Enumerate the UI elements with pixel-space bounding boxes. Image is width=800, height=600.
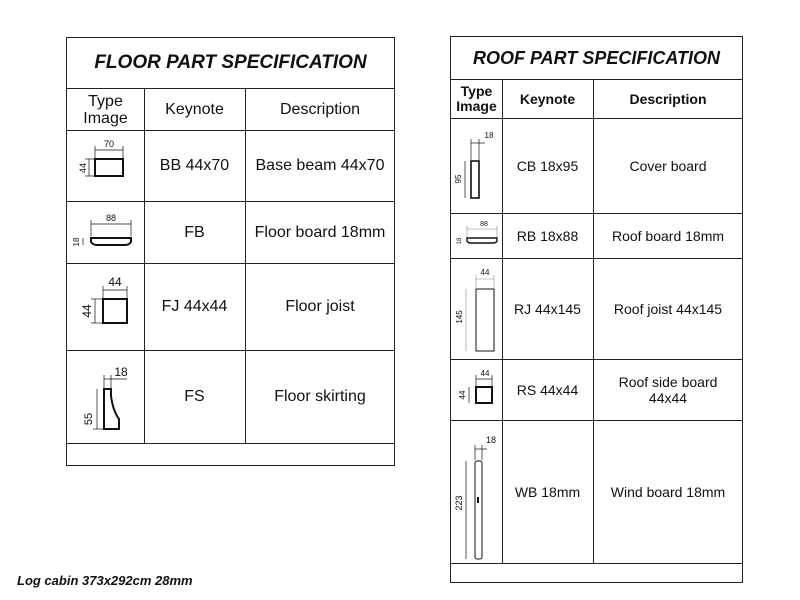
wind-board-profile-image [451,421,502,563]
table-row [451,259,742,360]
dim-width-label: 88 [480,221,488,228]
keynote-cell: RB 18x88 [516,228,579,244]
floor-board-profile-image [67,202,144,263]
roof-table-header [451,80,742,119]
table-row [451,360,742,421]
dim-width-label: 70 [103,139,115,149]
header-keynote: Keynote [519,91,576,107]
description-cell: Roof board 18mm [611,228,725,244]
dim-height-label: 44 [78,162,88,174]
floor-table-title: FLOOR PART SPECIFICATION [67,38,394,89]
description-cell: Floor joist [285,298,355,315]
description-cell: Cover board [629,158,707,174]
roof-spec-table [450,36,743,583]
dim-width-label: 44 [480,369,490,378]
dim-width-label: 88 [105,213,117,223]
description-cell: Floor skirting [274,388,366,405]
keynote-cell: FJ 44x44 [161,298,228,315]
base-beam-profile-image [67,131,144,201]
dim-height-label: 44 [80,304,94,318]
floor-skirting-profile-image [67,351,144,443]
dim-height-label: 18 [72,237,81,247]
keynote-cell: BB 44x70 [159,157,230,174]
roof-table-title: ROOF PART SPECIFICATION [451,37,742,80]
table-row [67,131,394,202]
header-description: Description [629,91,707,107]
keynote-cell: CB 18x95 [516,158,579,174]
description-cell: Roof side board 44x44 [618,374,718,406]
header-type-image: Type Image [456,83,497,114]
keynote-cell: FS [184,388,205,405]
dim-height-label: 223 [454,495,464,511]
header-keynote: Keynote [165,100,224,118]
table-row [451,119,742,214]
description-cell: Wind board 18mm [610,484,726,500]
dim-width-label: 18 [484,131,494,140]
dim-width-label: 44 [108,275,122,289]
floor-joist-profile-image [67,264,144,350]
table-row [67,264,394,351]
dim-height-label: 18 [457,237,463,245]
header-type-image: Type Image [83,92,128,127]
keynote-cell: RJ 44x145 [514,301,581,317]
table-row [67,202,394,264]
table-row [67,351,394,444]
header-description: Description [279,100,361,118]
keynote-cell: FB [184,223,205,241]
floor-spec-table [66,37,395,466]
description-cell: Roof joist 44x145 [613,301,723,317]
keynote-cell: RS 44x44 [516,382,579,398]
roof-side-board-profile-image [451,360,502,420]
dim-width-label: 18 [485,435,497,445]
dim-height-label: 44 [458,390,467,400]
table-row [451,214,742,259]
keynote-cell: WB 18mm [514,484,581,500]
description-cell: Floor board 18mm [254,223,386,241]
roof-board-profile-image [451,214,502,258]
floor-table-header [67,89,394,131]
description-cell: Base beam 44x70 [255,157,385,174]
dim-width-label: 44 [480,268,490,277]
dim-width-label: 18 [114,365,128,379]
table-row [451,421,742,564]
dim-height-label: 145 [455,310,464,324]
roof-joist-profile-image [451,259,502,359]
cabin-caption: Log cabin 373x292cm 28mm [17,573,193,588]
cover-board-profile-image [451,119,502,213]
dim-height-label: 95 [454,174,463,184]
dim-height-label: 55 [83,412,95,426]
